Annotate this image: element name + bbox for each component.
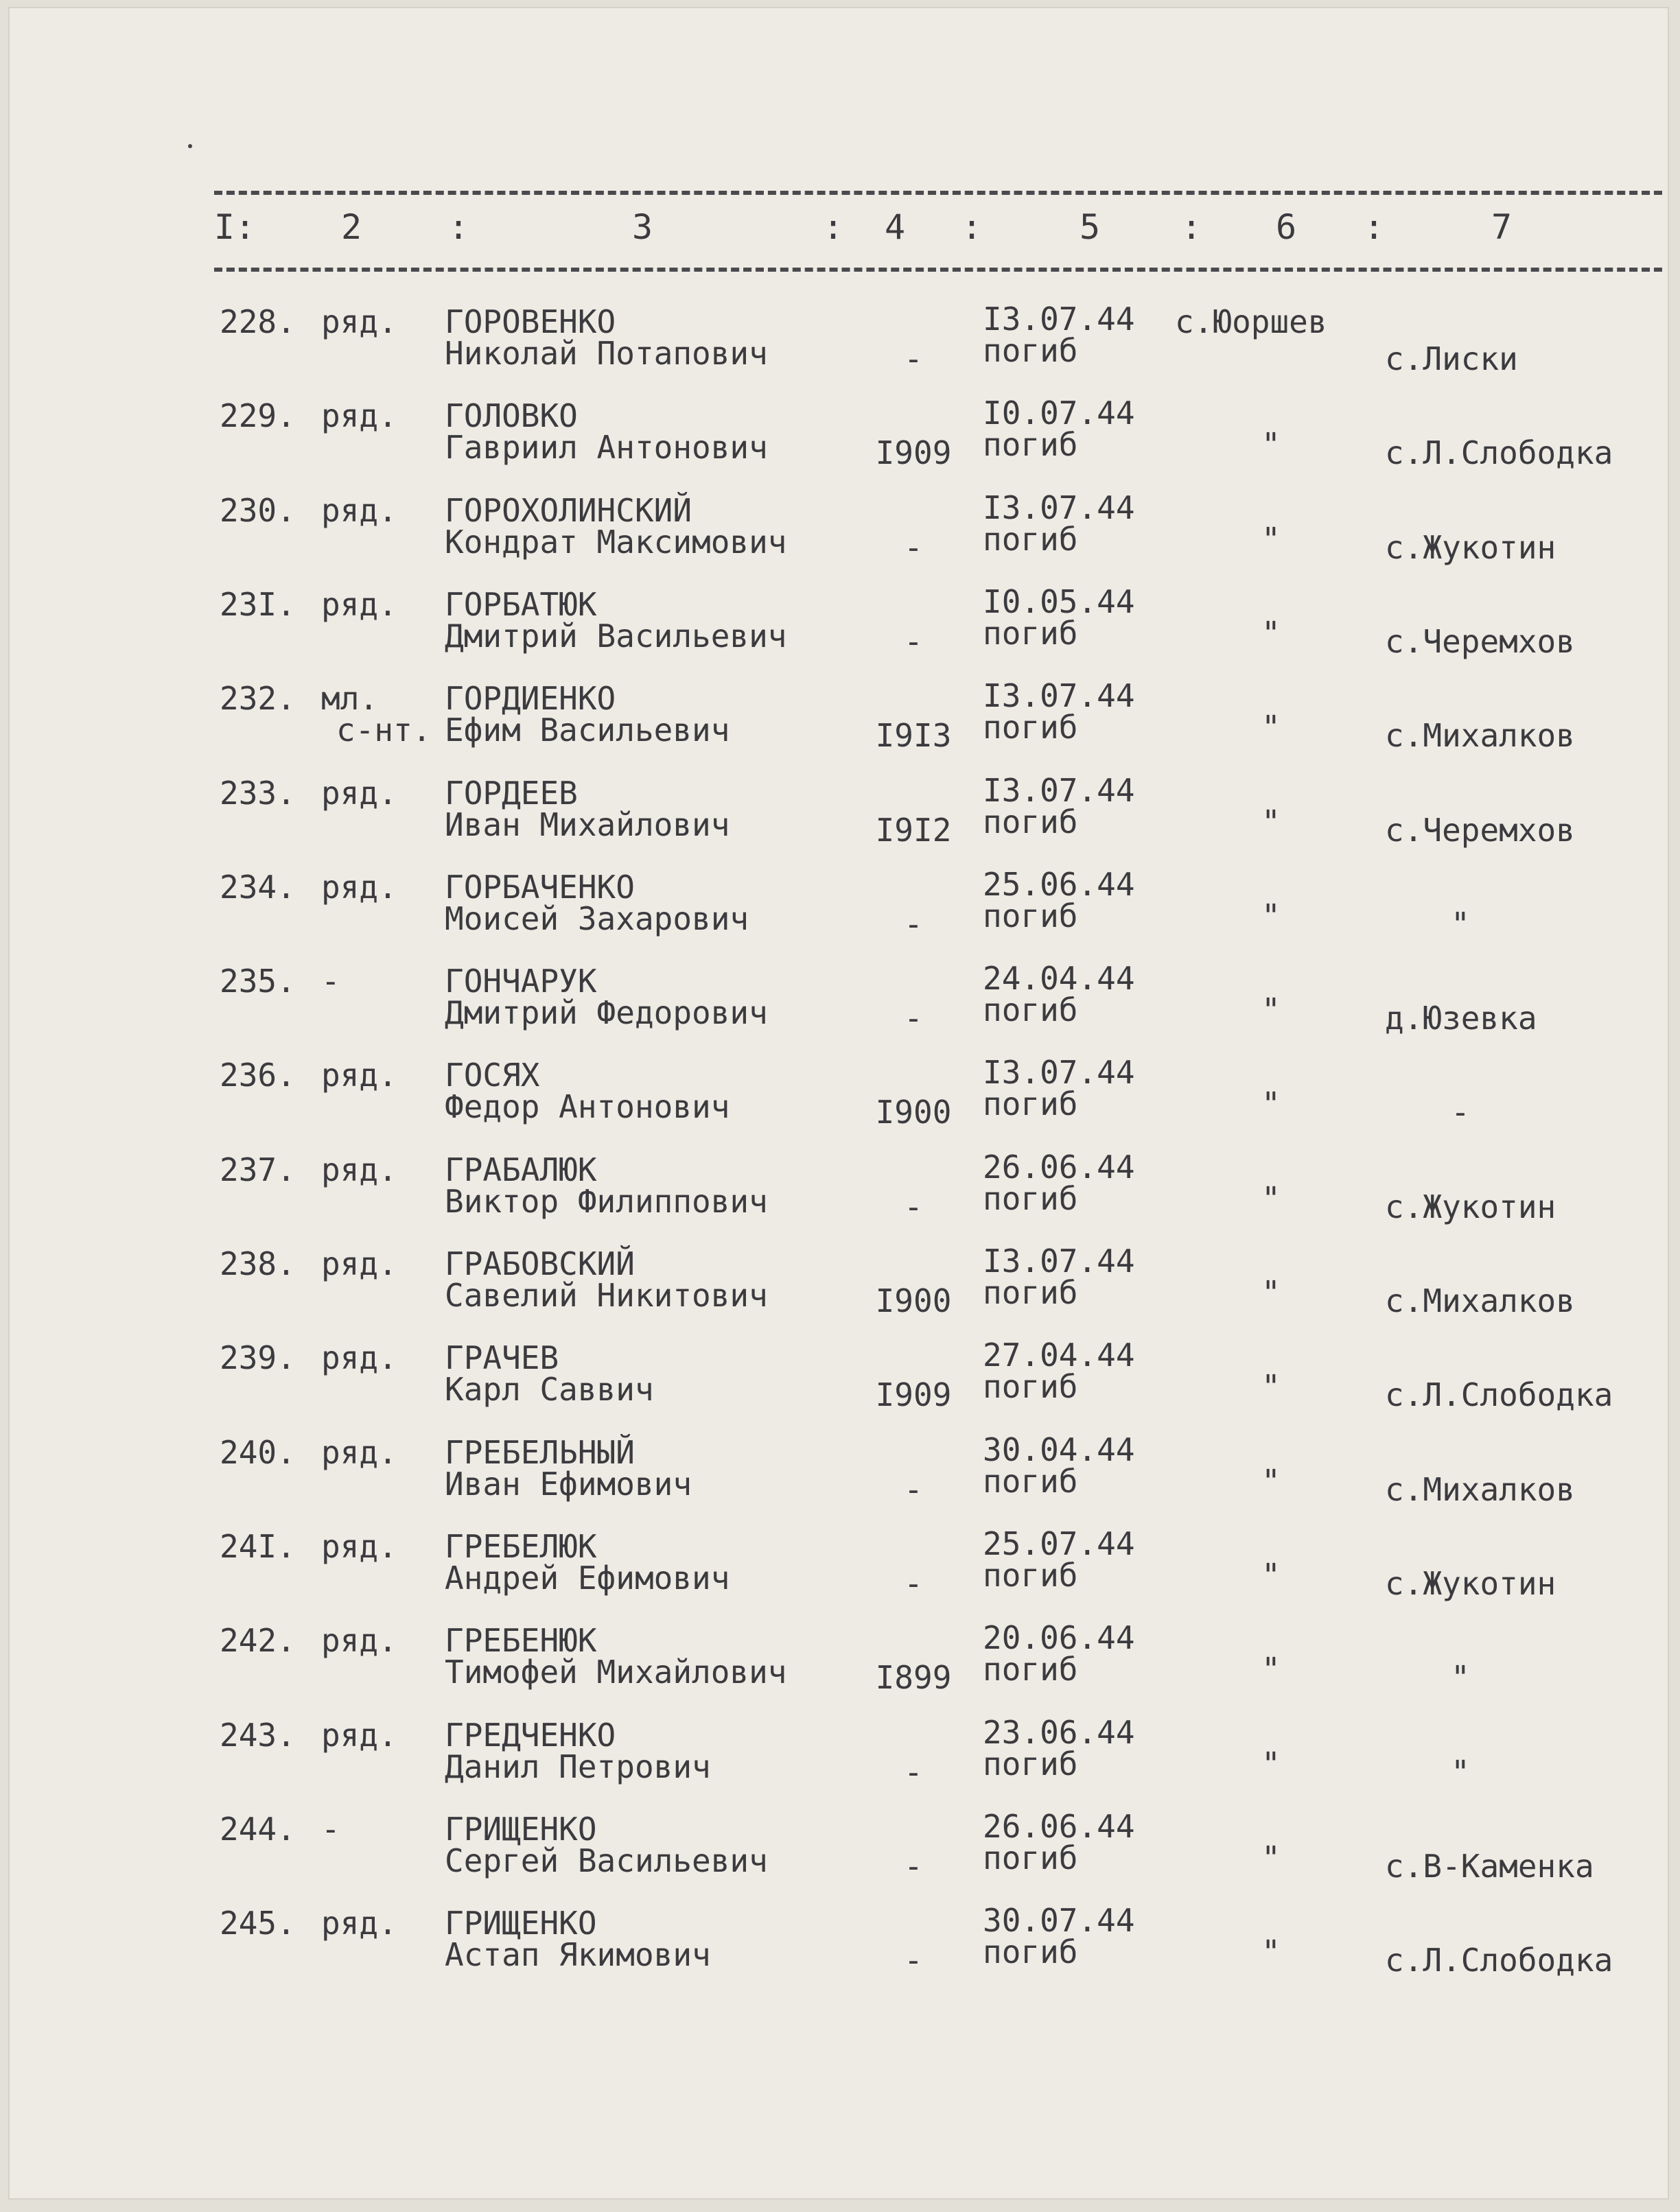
status: погиб <box>983 1368 1078 1406</box>
status: погиб <box>983 426 1078 464</box>
surname: ГРАБАЛЮК <box>445 1151 597 1188</box>
given-name: Иван Ефимович <box>445 1465 692 1503</box>
home-village: с.Лиски <box>1385 340 1518 377</box>
birth-year: I899 <box>875 1659 952 1697</box>
status: погиб <box>983 803 1078 840</box>
table-row <box>8 1431 1669 1529</box>
surname: ГРАЧЕВ <box>445 1339 559 1377</box>
home-village: с.Л.Слободка <box>1385 434 1613 472</box>
home-village: с.Михалков <box>1385 1282 1575 1319</box>
birth-year: - <box>904 340 923 377</box>
rank: ряд. <box>321 1339 397 1377</box>
surname: ГРЕБЕЛЮК <box>445 1527 597 1565</box>
death-date: 25.06.44 <box>983 865 1135 903</box>
surname: ГОРДЕЕВ <box>445 774 578 812</box>
death-date: I0.07.44 <box>983 395 1135 432</box>
death-date: 23.06.44 <box>983 1713 1135 1751</box>
column-separator: : <box>1363 207 1385 247</box>
death-date: 30.07.44 <box>983 1902 1135 1940</box>
table-row <box>8 865 1669 963</box>
place-ditto-mark: " <box>1261 520 1281 558</box>
table-row <box>8 489 1669 587</box>
given-name: Ефим Васильевич <box>445 711 730 749</box>
column-header-row <box>214 191 1662 272</box>
death-date: 26.06.44 <box>983 1807 1135 1845</box>
column-separator: : <box>961 207 983 247</box>
column-separator: : <box>822 207 844 247</box>
given-name: Данил Петрович <box>445 1748 711 1785</box>
given-name: Николай Потапович <box>445 335 768 372</box>
surname: ГОРОВЕНКО <box>445 303 616 340</box>
home-village: с.Михалков <box>1385 1470 1575 1508</box>
surname: ГОРБАЧЕНКО <box>445 868 635 906</box>
entry-number: 236. <box>220 1057 296 1094</box>
surname: ГРЕБЕНЮК <box>445 1622 597 1660</box>
document-page <box>8 7 1669 2200</box>
status: погиб <box>983 1745 1078 1782</box>
table-row <box>8 960 1669 1057</box>
birth-year: - <box>904 905 923 943</box>
status: погиб <box>983 1274 1078 1311</box>
given-name: Тимофей Михайлович <box>445 1654 787 1691</box>
entry-number: 234. <box>220 868 296 906</box>
given-name: Астап Якимович <box>445 1936 711 1974</box>
surname: ГОРОХОЛИНСКИЙ <box>445 491 692 529</box>
given-name: Сергей Васильевич <box>445 1842 768 1879</box>
death-date: I3.07.44 <box>983 1243 1135 1280</box>
place-ditto-mark: " <box>1261 803 1281 840</box>
home-village: с.Жукотин <box>1385 528 1556 566</box>
table-row <box>8 771 1669 869</box>
birth-year: - <box>904 1942 923 1979</box>
home-village-ditto-mark: " <box>1451 1659 1470 1697</box>
ink-speck <box>188 144 192 148</box>
rank: ряд. <box>321 397 397 435</box>
given-name: Дмитрий Федорович <box>445 994 768 1032</box>
birth-year: - <box>904 1753 923 1791</box>
table-row <box>8 303 1669 398</box>
surname: ГОНЧАРУК <box>445 963 597 1000</box>
entry-number: 229. <box>220 397 296 435</box>
column-separator: : <box>1180 207 1202 247</box>
rank: ряд. <box>321 868 397 906</box>
death-date: I3.07.44 <box>983 489 1135 526</box>
place-ditto-mark: " <box>1261 1651 1281 1689</box>
death-date: 25.07.44 <box>983 1525 1135 1562</box>
table-row <box>8 397 1669 492</box>
place-ditto-mark: " <box>1261 614 1281 652</box>
rank: мл. <box>321 680 379 718</box>
status: погиб <box>983 1179 1078 1217</box>
place-ditto-mark: " <box>1261 1556 1281 1594</box>
given-name: Гавриил Антонович <box>445 429 768 467</box>
column-separator: : <box>447 207 469 247</box>
surname: ГРЕБЕЛЬНЫЙ <box>445 1433 635 1471</box>
table-row <box>8 1807 1669 1905</box>
status: погиб <box>983 614 1078 652</box>
surname: ГРИЩЕНКО <box>445 1905 597 1942</box>
given-name: Иван Михайлович <box>445 805 730 843</box>
birth-year: - <box>904 528 923 566</box>
birth-year: - <box>904 1847 923 1885</box>
home-village: с.Жукотин <box>1385 1188 1556 1225</box>
death-date: 24.04.44 <box>983 960 1135 998</box>
home-village-ditto-mark: " <box>1451 1753 1470 1791</box>
home-village: с.Жукотин <box>1385 1564 1556 1602</box>
given-name: Дмитрий Васильевич <box>445 617 787 655</box>
entry-number: 242. <box>220 1622 296 1660</box>
entry-number: 244. <box>220 1810 296 1848</box>
birth-year: I900 <box>875 1282 952 1319</box>
status: погиб <box>983 1462 1078 1500</box>
status: погиб <box>983 520 1078 558</box>
entry-number: 240. <box>220 1433 296 1471</box>
surname: ГОРБАТЮК <box>445 585 597 623</box>
status: погиб <box>983 709 1078 746</box>
table-row <box>8 1902 1669 1999</box>
table-row <box>8 1054 1669 1151</box>
entry-number: 239. <box>220 1339 296 1377</box>
column-number-4: 4 <box>884 207 906 247</box>
place-ditto-mark: " <box>1261 1933 1281 1971</box>
place-ditto-mark: " <box>1261 1368 1281 1406</box>
home-village: д.Юзевка <box>1385 1000 1537 1037</box>
birth-year: I9I3 <box>875 717 952 755</box>
rank: ряд. <box>321 1245 397 1282</box>
birth-year: - <box>904 1470 923 1508</box>
entry-number: 233. <box>220 774 296 812</box>
death-date: 26.06.44 <box>983 1148 1135 1186</box>
entry-number: 235. <box>220 963 296 1000</box>
home-village: с.Л.Слободка <box>1385 1376 1613 1414</box>
rank: ряд. <box>321 1057 397 1094</box>
entry-number: 237. <box>220 1151 296 1188</box>
home-village: с.Л.Слободка <box>1385 1942 1613 1979</box>
death-date: 30.04.44 <box>983 1431 1135 1468</box>
given-name: Виктор Филиппович <box>445 1182 768 1220</box>
entry-number: 238. <box>220 1245 296 1282</box>
home-village: с.Черемхов <box>1385 811 1575 849</box>
home-village-ditto-mark: - <box>1451 1094 1470 1131</box>
place-ditto-mark: " <box>1261 1839 1281 1876</box>
column-number-3: 3 <box>631 207 653 247</box>
place-ditto-mark: " <box>1261 709 1281 746</box>
birth-year: I909 <box>875 1376 952 1414</box>
status: погиб <box>983 1651 1078 1689</box>
birth-year: - <box>904 622 923 660</box>
status: погиб <box>983 991 1078 1029</box>
place-ditto-mark: " <box>1261 426 1281 464</box>
birth-year: I909 <box>875 434 952 472</box>
table-row <box>8 677 1669 775</box>
surname: ГОСЯХ <box>445 1057 540 1094</box>
column-number-2: 2 <box>340 207 362 247</box>
place-ditto-mark: " <box>1261 1085 1281 1123</box>
rank: ряд. <box>321 303 397 340</box>
status: погиб <box>983 1085 1078 1123</box>
place-ditto-mark: " <box>1261 897 1281 934</box>
surname: ГОЛОВКО <box>445 397 578 435</box>
home-village: с.Черемхов <box>1385 622 1575 660</box>
birth-year: - <box>904 1564 923 1602</box>
birth-year: I9I2 <box>875 811 952 849</box>
table-row <box>8 1619 1669 1717</box>
death-date: I3.07.44 <box>983 677 1135 715</box>
rank: ряд. <box>321 1527 397 1565</box>
rank: ряд. <box>321 1905 397 1942</box>
home-village-ditto-mark: " <box>1451 905 1470 943</box>
rank: ряд. <box>321 491 397 529</box>
surname: ГОРДИЕНКО <box>445 680 616 718</box>
surname: ГРИЩЕНКО <box>445 1810 597 1848</box>
place-ditto-mark: " <box>1261 1745 1281 1782</box>
home-village: с.В-Каменка <box>1385 1847 1594 1885</box>
surname: ГРАБОВСКИЙ <box>445 1245 635 1282</box>
table-row <box>8 1339 1669 1434</box>
rank: ряд. <box>321 1151 397 1188</box>
entry-number: 230. <box>220 491 296 529</box>
entry-number: 232. <box>220 680 296 718</box>
rank: ряд. <box>321 1433 397 1471</box>
given-name: Савелий Никитович <box>445 1277 768 1314</box>
place-ditto-mark: " <box>1261 1462 1281 1500</box>
entry-number: 243. <box>220 1716 296 1754</box>
home-village: с.Михалков <box>1385 717 1575 755</box>
table-row <box>8 583 1669 681</box>
death-date: I3.07.44 <box>983 301 1135 338</box>
rank: ряд. <box>321 1716 397 1754</box>
given-name: Федор Антонович <box>445 1088 730 1126</box>
status: погиб <box>983 332 1078 369</box>
surname: ГРЕДЧЕНКО <box>445 1716 616 1754</box>
table-row <box>8 1713 1669 1811</box>
rank: - <box>321 1810 340 1848</box>
rank: ряд. <box>321 1622 397 1660</box>
rank: ряд. <box>321 585 397 623</box>
entry-number: 228. <box>220 303 296 340</box>
given-name: Моисей Захарович <box>445 899 749 937</box>
status: погиб <box>983 1933 1078 1971</box>
column-number-6: 6 <box>1275 207 1297 247</box>
table-row <box>8 1148 1669 1246</box>
place-ditto-mark: " <box>1261 991 1281 1029</box>
column-number-7: 7 <box>1491 207 1513 247</box>
entry-number: 24I. <box>220 1527 296 1565</box>
status: погиб <box>983 897 1078 934</box>
place-ditto-mark: " <box>1261 1179 1281 1217</box>
table-row <box>8 1245 1669 1340</box>
status: погиб <box>983 1556 1078 1594</box>
death-date: I3.07.44 <box>983 771 1135 809</box>
given-name: Кондрат Максимович <box>445 523 787 561</box>
death-date: I3.07.44 <box>983 1054 1135 1092</box>
rank: ряд. <box>321 774 397 812</box>
death-date: 27.04.44 <box>983 1337 1135 1374</box>
rank: - <box>321 963 340 1000</box>
birth-year: - <box>904 1188 923 1225</box>
status: погиб <box>983 1839 1078 1876</box>
rank-line-2: с-нт. <box>336 711 432 749</box>
death-date: I0.05.44 <box>983 583 1135 620</box>
given-name: Андрей Ефимович <box>445 1559 730 1597</box>
place-of-death: с.Юоршев <box>1175 303 1327 340</box>
column-number-1: I: <box>213 207 256 247</box>
table-row <box>8 1525 1669 1623</box>
birth-year: - <box>904 1000 923 1037</box>
death-date: 20.06.44 <box>983 1619 1135 1657</box>
given-name: Карл Саввич <box>445 1371 654 1409</box>
column-number-5: 5 <box>1079 207 1101 247</box>
entry-number: 245. <box>220 1905 296 1942</box>
place-ditto-mark: " <box>1261 1274 1281 1311</box>
entry-number: 23I. <box>220 585 296 623</box>
birth-year: I900 <box>875 1094 952 1131</box>
